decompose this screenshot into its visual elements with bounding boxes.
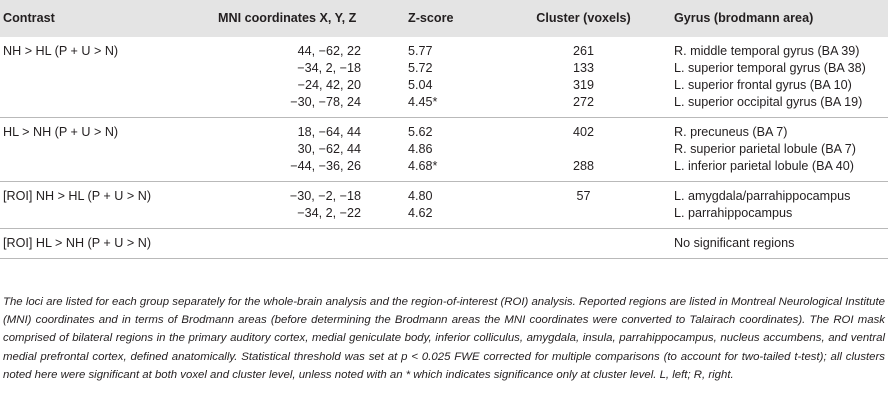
table-row [0,205,888,229]
cluster-cell [496,141,671,158]
cluster-cell: 133 [572,61,594,75]
mni-cell: −34, 2, −18 [297,61,361,75]
z-score-cell: 4.68* [408,159,438,173]
table-row [0,141,888,158]
table-row [0,77,888,94]
mni-cell: −30, −2, −18 [289,189,361,203]
gyrus-cell: L. inferior parietal lobule (BA 40) [674,159,854,173]
header-cluster-voxels: Cluster (voxels) [536,11,631,25]
group-roi-hl-gt-nh [0,229,888,259]
header-row [0,0,888,37]
gyrus-cell: L. superior frontal gyrus (BA 10) [674,78,852,92]
table-row [0,60,888,77]
contrast-label: HL > NH (P + U > N) [3,125,119,139]
gyrus-cell: L. amygdala/parrahippocampus [674,189,851,203]
gyrus-cell: No significant regions [674,236,795,250]
cluster-cell: 272 [572,95,594,109]
table-footnote: The loci are listed for each group separately for the whole-brain analysis and the region-of-interest (ROI) analysis. Reported regions are listed in Montreal Neurological Institute (MNI) coordinates and in terms of Brodmann areas (before determining the Brodmann areas the MNI coordinates were converted to Talairach coordinates). The ROI mask comprised of bilateral regions in the primary auditory cortex, medial geniculate body, inferior colliculus, amygdala, insula, parrahippocampus, nucleus accumbens, and ventral medial prefrontal cortex, defined anatomically. Statistical threshold was set at p < 0.025 FWE corrected for multiple comparisons (to account for two-tailed t-test); all clusters noted here were significant at both voxel and cluster level, unless noted with an * which indicates significance only at cluster level. L, left; R, right. [3,296,885,381]
z-score-cell: 5.62 [408,125,433,139]
group-roi-nh-gt-hl [0,182,888,229]
contrast-label: [ROI] HL > NH (P + U > N) [3,236,152,250]
gyrus-cell: R. superior parietal lobule (BA 7) [674,142,857,156]
table-row [0,229,888,259]
header-gyrus: Gyrus (brodmann area) [674,11,814,25]
cluster-cell: 319 [572,78,594,92]
gyrus-cell: L. superior temporal gyrus (BA 38) [674,61,866,75]
cluster-cell: 288 [572,159,594,173]
gyrus-cell: L. parrahippocampus [674,206,793,220]
cluster-cell [496,229,671,259]
table-row [0,158,888,182]
mni-cell: −30, −78, 24 [290,95,361,109]
gyrus-cell: R. middle temporal gyrus (BA 39) [674,44,860,58]
mni-cell: −34, 2, −22 [297,206,361,220]
table-row [0,182,888,206]
mni-cell: 18, −64, 44 [297,125,361,139]
z-score-cell: 5.72 [408,61,433,75]
group-hl-gt-nh [0,118,888,182]
group-nh-gt-hl [0,37,888,118]
z-score-cell [408,229,496,259]
gyrus-cell: L. superior occipital gyrus (BA 19) [674,95,863,109]
mni-cell: 44, −62, 22 [297,44,361,58]
z-score-cell: 5.04 [408,78,433,92]
mni-cell [218,229,408,259]
z-score-cell: 4.45* [408,95,438,109]
z-score-cell: 4.86 [408,142,433,156]
table-header [0,0,888,37]
z-score-cell: 5.77 [408,44,433,58]
gyrus-cell: R. precuneus (BA 7) [674,125,788,139]
header-z-score: Z-score [408,11,454,25]
contrast-label: NH > HL (P + U > N) [3,44,119,58]
header-contrast: Contrast [3,11,55,25]
cluster-cell [496,205,671,229]
cluster-cell: 57 [576,189,591,203]
table-row [0,118,888,142]
cluster-cell: 261 [572,44,594,58]
z-score-cell: 4.62 [408,206,433,220]
mni-cell: −24, 42, 20 [297,78,361,92]
table-row [0,37,888,60]
mni-cell: −44, −36, 26 [290,159,361,173]
header-mni-coordinates: MNI coordinates X, Y, Z [218,11,357,25]
cluster-cell: 402 [572,125,594,139]
z-score-cell: 4.80 [408,189,433,203]
contrast-label: [ROI] NH > HL (P + U > N) [3,189,152,203]
mni-cell: 30, −62, 44 [297,142,361,156]
table-row [0,94,888,118]
